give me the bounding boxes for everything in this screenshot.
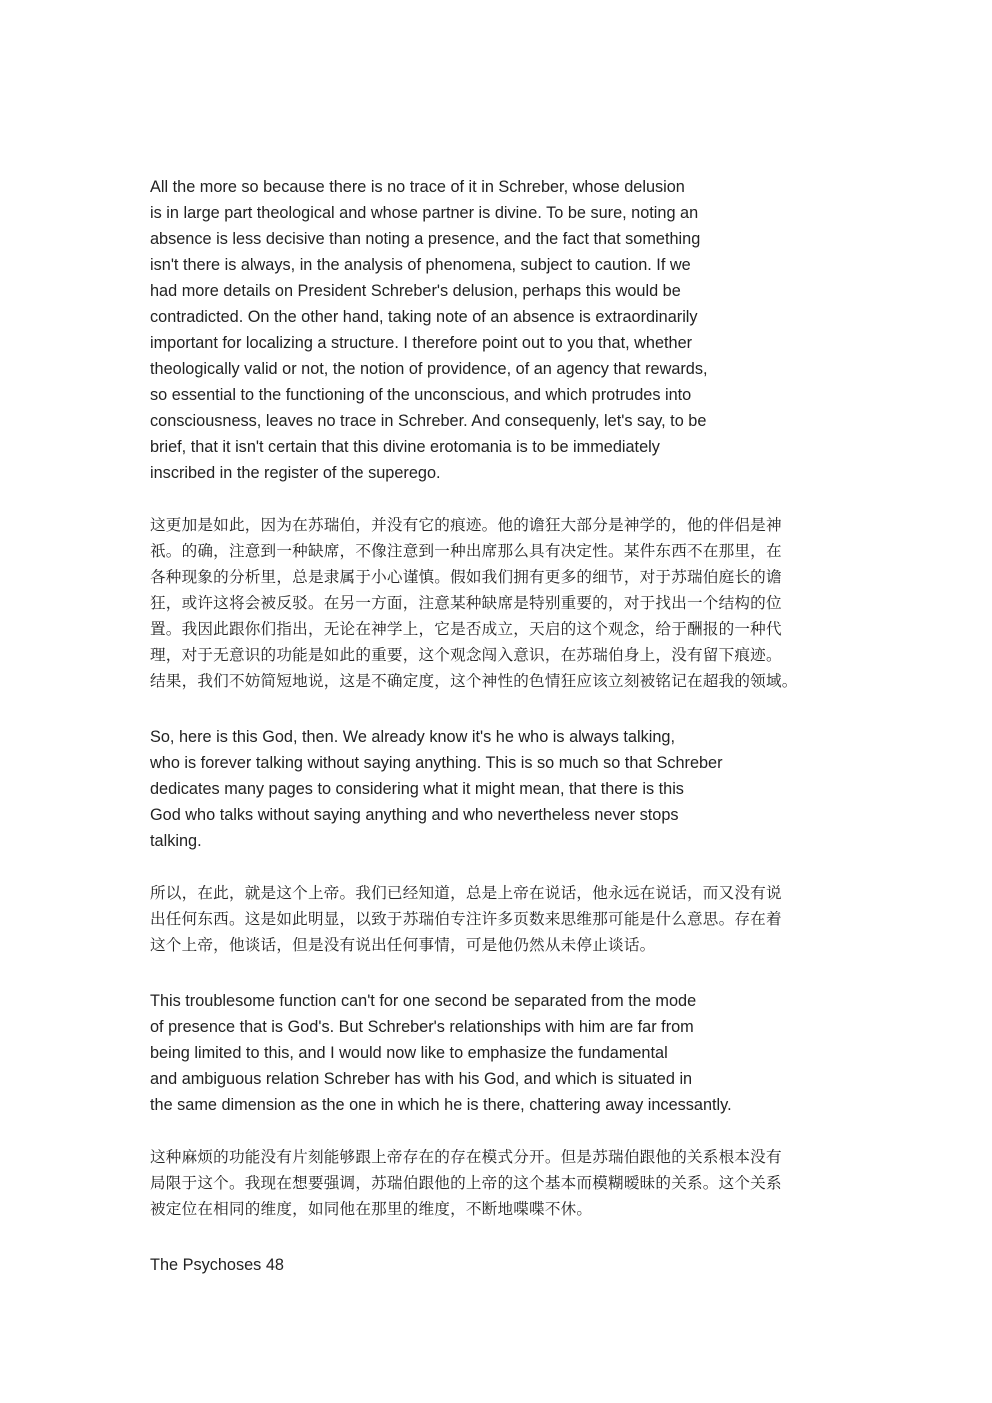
- text-line: brief, that it isn't certain that this divine erotomania is to be immediately: [150, 438, 660, 456]
- text-line: consciousness, leaves no trace in Schreber. And consequenly, let's say, to be: [150, 412, 707, 430]
- text-line: so essential to the functioning of the unconscious, and which protrudes into: [150, 386, 692, 404]
- text-line: isn't there is always, in the analysis of phenomena, subject to caution. If we: [150, 256, 691, 274]
- text-line: 所以，在此，就是这个上帝。我们已经知道，总是上帝在说话，他永远在说话，而又没有说: [150, 884, 782, 902]
- text-line: God who talks without saying anything and who nevertheless never stops: [150, 806, 679, 824]
- text-line: dedicates many pages to considering what it might mean, that there is this: [150, 780, 684, 798]
- text-line: contradicted. On the other hand, taking note of an absence is extraordinarily: [150, 308, 698, 326]
- text-line: This troublesome function can't for one second be separated from the mode: [150, 992, 697, 1010]
- text-line: 狂，或许这将会被反驳。在另一方面，注意某种缺席是特别重要的，对于找出一个结构的位: [150, 594, 782, 612]
- text-line: 置。我因此跟你们指出，无论在神学上，它是否成立，天启的这个观念，给于酬报的一种代: [150, 620, 782, 638]
- text-line: 结果，我们不妨简短地说，这是不确定度，这个神性的色情狂应该立刻被铭记在超我的领域。: [150, 672, 798, 690]
- text-line: had more details on President Schreber's delusion, perhaps this would be: [150, 282, 681, 300]
- english-paragraph-2: [150, 724, 850, 854]
- document-page: [150, 174, 850, 1278]
- paragraph-gap: [150, 694, 850, 724]
- text-line: of presence that is God's. But Schreber's relationships with him are far from: [150, 1018, 694, 1036]
- chinese-paragraph-1: [150, 512, 843, 694]
- text-line: important for localizing a structure. I therefore point out to you that, whether: [150, 334, 693, 352]
- text-line: inscribed in the register of the superego.: [150, 464, 441, 482]
- text-line: All the more so because there is no trace of it in Schreber, whose delusion: [150, 178, 685, 196]
- text-line: talking.: [150, 832, 202, 850]
- text-line: 被定位在相同的维度，如同他在那里的维度，不断地喋喋不休。: [150, 1200, 593, 1218]
- text-line: 祇。的确，注意到一种缺席，不像注意到一种出席那么具有决定性。某件东西不在那里，在: [150, 542, 782, 560]
- page-footer: The Psychoses 48: [150, 1256, 284, 1274]
- text-line: being limited to this, and I would now like to emphasize the fundamental: [150, 1044, 668, 1062]
- text-line: 理，对于无意识的功能是如此的重要，这个观念闯入意识，在苏瑞伯身上，没有留下痕迹。: [150, 646, 782, 664]
- english-paragraph-1: [150, 174, 850, 486]
- text-line: 各种现象的分析里，总是隶属于小心谨慎。假如我们拥有更多的细节，对于苏瑞伯庭长的谵: [150, 568, 782, 586]
- text-line: absence is less decisive than noting a presence, and the fact that something: [150, 230, 701, 248]
- paragraph-gap: [150, 486, 850, 512]
- text-line: and ambiguous relation Schreber has with his God, and which is situated in: [150, 1070, 693, 1088]
- text-line: 局限于这个。我现在想要强调，苏瑞伯跟他的上帝的这个基本而模糊暧昧的关系。这个关系: [150, 1174, 782, 1192]
- text-line: 这个上帝，他谈话，但是没有说出任何事情，可是他仍然从未停止谈话。: [150, 936, 656, 954]
- text-line: the same dimension as the one in which he is there, chattering away incessantly.: [150, 1096, 732, 1114]
- paragraph-gap: [150, 958, 850, 988]
- text-line: 出任何东西。这是如此明显，以致于苏瑞伯专注许多页数来思维那可能是什么意思。存在着: [150, 910, 782, 928]
- english-paragraph-3: [150, 988, 850, 1118]
- paragraph-gap: [150, 1118, 850, 1144]
- text-line: 这更加是如此，因为在苏瑞伯，并没有它的痕迹。他的谵狂大部分是神学的，他的伴侣是神: [150, 516, 782, 534]
- text-line: So, here is this God, then. We already know it's he who is always talking,: [150, 728, 675, 746]
- chinese-paragraph-3: [150, 1144, 843, 1222]
- text-line: theologically valid or not, the notion of providence, of an agency that rewards,: [150, 360, 708, 378]
- text-line: 这种麻烦的功能没有片刻能够跟上帝存在的存在模式分开。但是苏瑞伯跟他的关系根本没有: [150, 1148, 782, 1166]
- paragraph-gap: [150, 854, 850, 880]
- text-line: who is forever talking without saying anything. This is so much so that Schreber: [150, 754, 723, 772]
- text-line: is in large part theological and whose partner is divine. To be sure, noting an: [150, 204, 699, 222]
- chinese-paragraph-2: [150, 880, 843, 958]
- paragraph-gap: [150, 1222, 850, 1252]
